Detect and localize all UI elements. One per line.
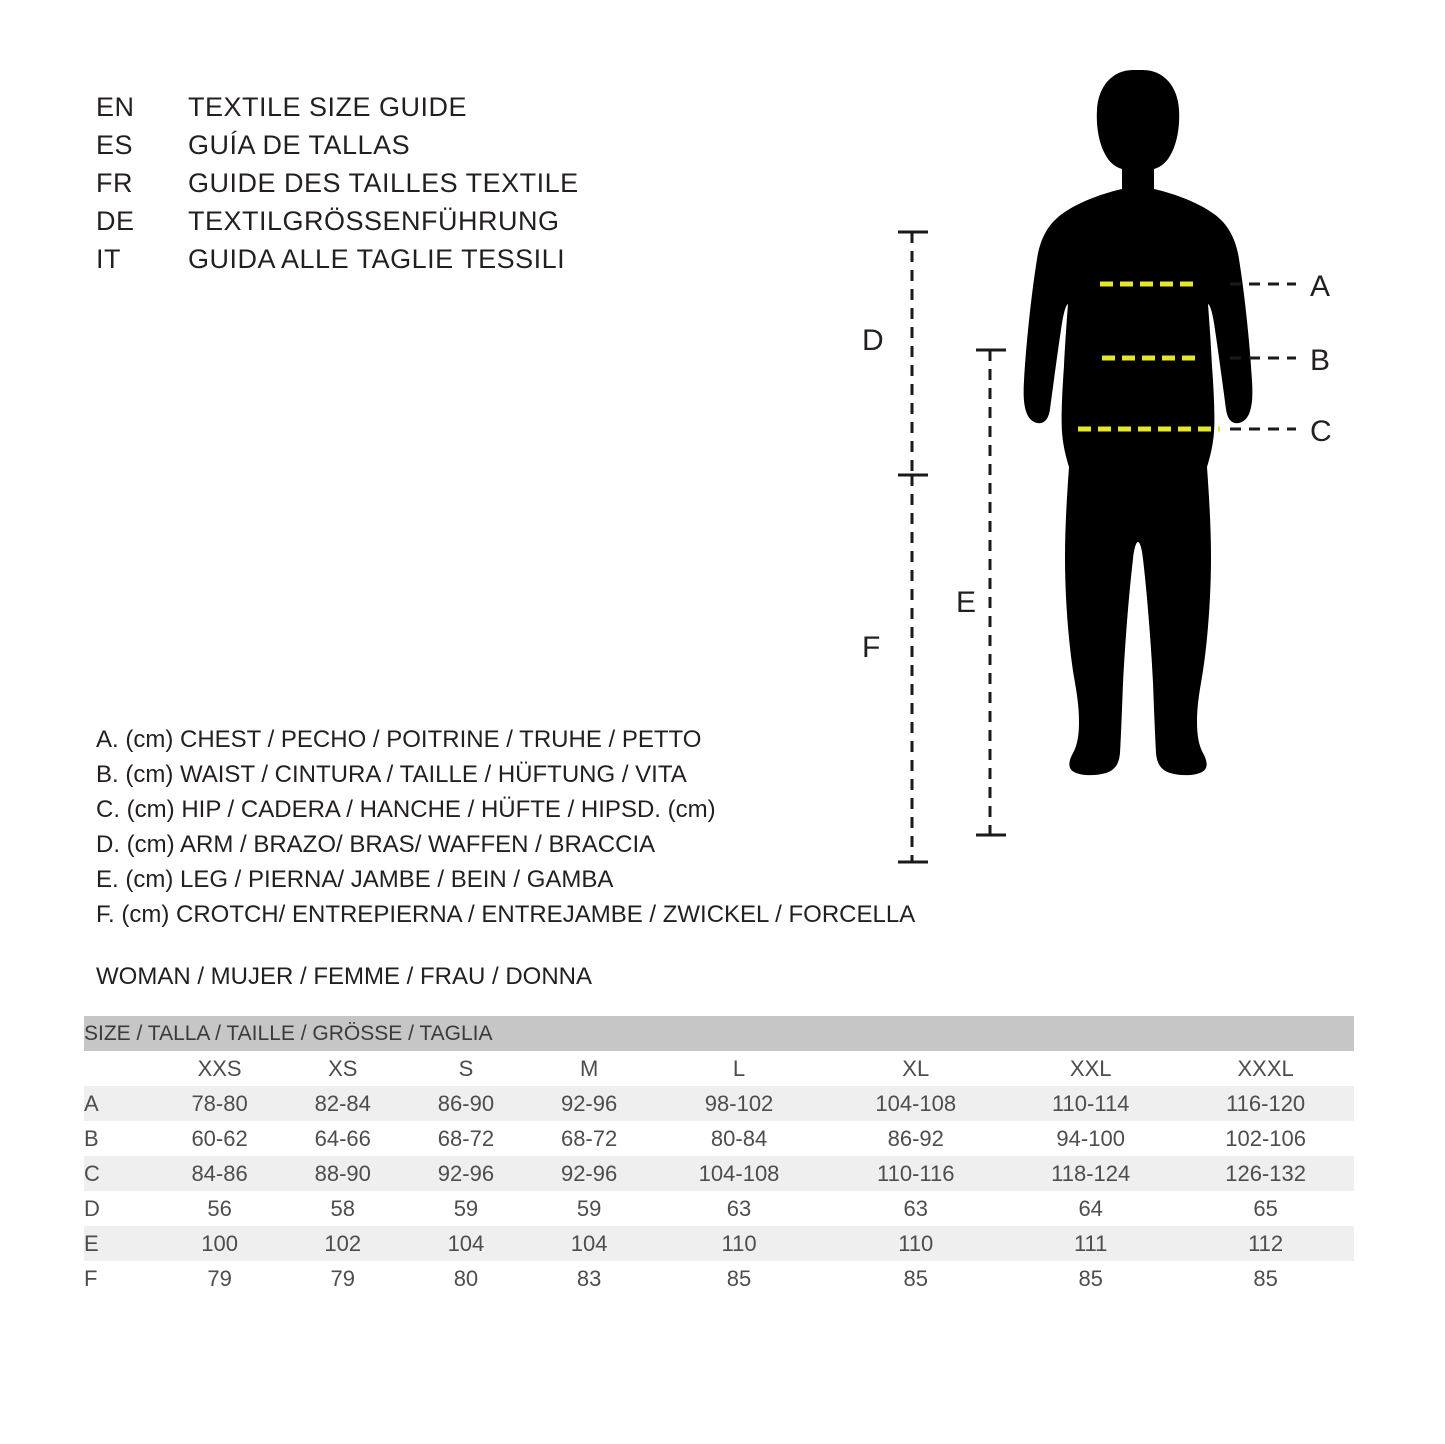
- cell-a-l: 98-102: [651, 1086, 828, 1121]
- title-row-en: [96, 92, 796, 130]
- cell-b-xs: 64-66: [281, 1121, 404, 1156]
- cell-f-xs: 79: [281, 1261, 404, 1296]
- column-header-xs: XS: [281, 1051, 404, 1086]
- cell-d-s: 59: [404, 1191, 527, 1226]
- title-row-fr: [96, 168, 796, 206]
- cell-e-xxxl: 112: [1177, 1226, 1354, 1261]
- cell-f-l: 85: [651, 1261, 828, 1296]
- legend-item-c: C. (cm) HIP / CADERA / HANCHE / HÜFTE / HIPSD. (cm): [96, 796, 716, 823]
- cell-c-l: 104-108: [651, 1156, 828, 1191]
- cell-d-xxl: 64: [1004, 1191, 1177, 1226]
- title-text-de: TEXTILGRÖSSENFÜHRUNG: [188, 206, 560, 236]
- row-label-b: B: [84, 1121, 158, 1156]
- label-chest-a: A: [1310, 270, 1331, 303]
- cell-b-m: 68-72: [528, 1121, 651, 1156]
- cell-f-xxl: 85: [1004, 1261, 1177, 1296]
- legend-item-b: B. (cm) WAIST / CINTURA / TAILLE / HÜFTUNG / VITA: [96, 761, 687, 788]
- legend-block: [96, 722, 936, 932]
- cell-c-xl: 110-116: [827, 1156, 1004, 1191]
- column-header-xxs: XXS: [158, 1051, 281, 1086]
- cell-f-xl: 85: [827, 1261, 1004, 1296]
- cell-d-xl: 63: [827, 1191, 1004, 1226]
- title-block: [96, 92, 796, 282]
- cell-e-xl: 110: [827, 1226, 1004, 1261]
- cell-a-s: 86-90: [404, 1086, 527, 1121]
- label-crotch-f: F: [862, 631, 881, 664]
- title-row-es: [96, 130, 796, 168]
- label-hip-c: C: [1310, 415, 1332, 448]
- legend-item-e: E. (cm) LEG / PIERNA/ JAMBE / BEIN / GAMBA: [96, 866, 614, 893]
- column-header-xxxl: XXXL: [1177, 1051, 1354, 1086]
- legend-item-f: F. (cm) CROTCH/ ENTREPIERNA / ENTREJAMBE / ZWICKEL / FORCELLA: [96, 901, 916, 928]
- arm-bracket: [898, 232, 928, 475]
- cell-a-xl: 104-108: [827, 1086, 1004, 1121]
- row-label-a: A: [84, 1086, 158, 1121]
- legend-item-d: D. (cm) ARM / BRAZO/ BRAS/ WAFFEN / BRACCIA: [96, 831, 656, 858]
- cell-c-xxxl: 126-132: [1177, 1156, 1354, 1191]
- woman-silhouette: [1024, 70, 1253, 775]
- title-lang-fr: FR: [96, 168, 133, 198]
- cell-e-xxs: 100: [158, 1226, 281, 1261]
- column-header-l: L: [651, 1051, 828, 1086]
- cell-a-xxl: 110-114: [1004, 1086, 1177, 1121]
- cell-c-xxs: 84-86: [158, 1156, 281, 1191]
- cell-f-s: 80: [404, 1261, 527, 1296]
- cell-f-xxxl: 85: [1177, 1261, 1354, 1296]
- cell-e-xs: 102: [281, 1226, 404, 1261]
- cell-d-l: 63: [651, 1191, 828, 1226]
- cell-c-xxl: 118-124: [1004, 1156, 1177, 1191]
- cell-d-xxxl: 65: [1177, 1191, 1354, 1226]
- gender-label: WOMAN / MUJER / FEMME / FRAU / DONNA: [96, 963, 592, 990]
- cell-a-m: 92-96: [528, 1086, 651, 1121]
- table-band-row: [84, 1016, 1354, 1051]
- table-row: [84, 1226, 1354, 1261]
- column-header-xxl: XXL: [1004, 1051, 1177, 1086]
- table-row: [84, 1086, 1354, 1121]
- title-row-de: [96, 206, 796, 244]
- table-row: [84, 1261, 1354, 1296]
- title-lang-de: DE: [96, 206, 135, 236]
- row-label-d: D: [84, 1191, 158, 1226]
- cell-e-m: 104: [528, 1226, 651, 1261]
- title-text-it: GUIDA ALLE TAGLIE TESSILI: [188, 244, 566, 274]
- cell-c-xs: 88-90: [281, 1156, 404, 1191]
- cell-b-xxxl: 102-106: [1177, 1121, 1354, 1156]
- column-header-s: S: [404, 1051, 527, 1086]
- cell-e-xxl: 111: [1004, 1226, 1177, 1261]
- title-text-fr: GUIDE DES TAILLES TEXTILE: [188, 168, 579, 198]
- legend-item-a: A. (cm) CHEST / PECHO / POITRINE / TRUHE / PETTO: [96, 726, 702, 753]
- label-leg-e: E: [956, 586, 977, 619]
- title-text-en: TEXTILE SIZE GUIDE: [188, 92, 468, 122]
- cell-a-xxxl: 116-120: [1177, 1086, 1354, 1121]
- table-band-label: SIZE / TALLA / TAILLE / GRÖSSE / TAGLIA: [84, 1016, 1354, 1051]
- cell-d-m: 59: [528, 1191, 651, 1226]
- cell-f-m: 83: [528, 1261, 651, 1296]
- cell-c-m: 92-96: [528, 1156, 651, 1191]
- cell-e-l: 110: [651, 1226, 828, 1261]
- label-arm-d: D: [862, 324, 884, 357]
- cell-b-l: 80-84: [651, 1121, 828, 1156]
- size-table: [84, 1016, 1354, 1296]
- column-header-m: M: [528, 1051, 651, 1086]
- cell-b-xl: 86-92: [827, 1121, 1004, 1156]
- table-row: [84, 1156, 1354, 1191]
- label-waist-b: B: [1310, 344, 1331, 377]
- cell-d-xs: 58: [281, 1191, 404, 1226]
- title-lang-en: EN: [96, 92, 135, 122]
- cell-b-xxs: 60-62: [158, 1121, 281, 1156]
- cell-f-xxs: 79: [158, 1261, 281, 1296]
- row-label-f: F: [84, 1261, 158, 1296]
- row-label-c: C: [84, 1156, 158, 1191]
- table-row: [84, 1191, 1354, 1226]
- cell-d-xxs: 56: [158, 1191, 281, 1226]
- title-row-it: [96, 244, 796, 282]
- table-header-corner: [84, 1051, 158, 1086]
- cell-b-s: 68-72: [404, 1121, 527, 1156]
- cell-c-s: 92-96: [404, 1156, 527, 1191]
- table-row: [84, 1121, 1354, 1156]
- column-header-xl: XL: [827, 1051, 1004, 1086]
- cell-e-s: 104: [404, 1226, 527, 1261]
- table-header-row: [84, 1051, 1354, 1086]
- title-text-es: GUÍA DE TALLAS: [188, 130, 411, 160]
- title-lang-es: ES: [96, 130, 134, 160]
- row-label-e: E: [84, 1226, 158, 1261]
- leg-bracket: [976, 350, 1006, 835]
- cell-b-xxl: 94-100: [1004, 1121, 1177, 1156]
- cell-a-xs: 82-84: [281, 1086, 404, 1121]
- cell-a-xxs: 78-80: [158, 1086, 281, 1121]
- title-lang-it: IT: [96, 244, 121, 274]
